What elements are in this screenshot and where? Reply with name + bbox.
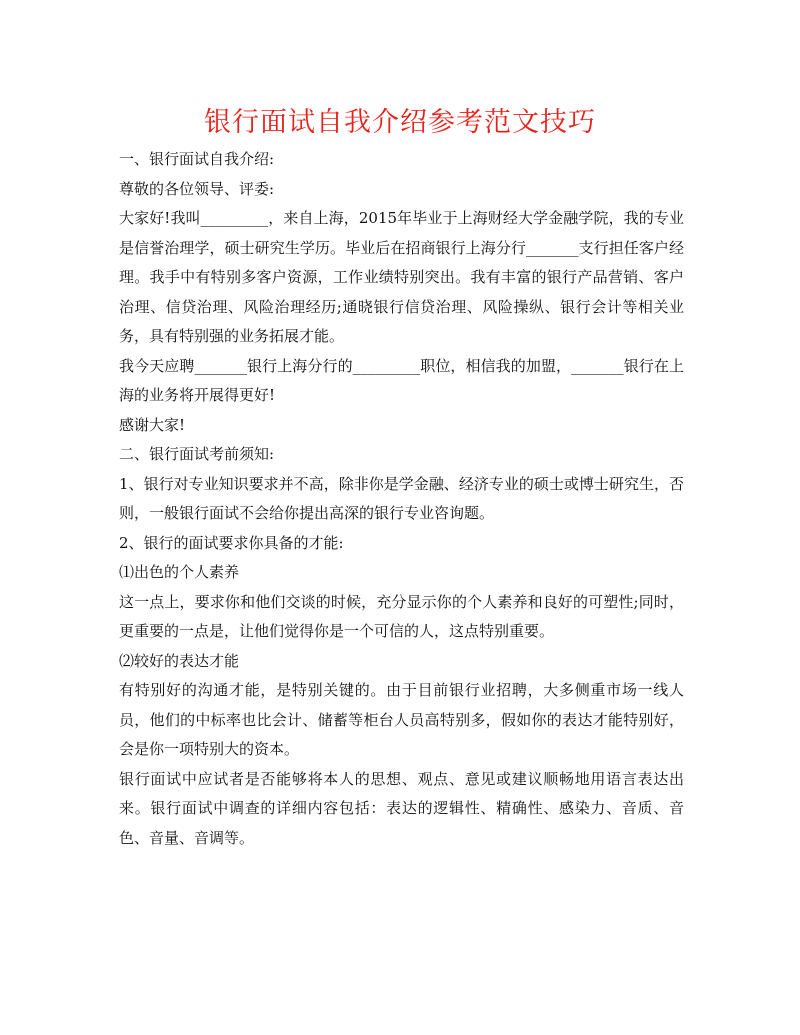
paragraph-notice-2: 2、银行的面试要求你具备的才能: (119, 533, 344, 552)
document-title: 银行面试自我介绍参考范文技巧 (204, 107, 596, 138)
paragraph-expression-details: 银行面试中应试者是否能够将本人的思想、观点、意见或建议顺畅地用语言表达出来。银行面试中调查的详细内容包括：表达的逻辑性、精确性、感染力、音质、音色、音量、音调等。 (119, 769, 684, 847)
subheading-personal-quality: ⑴出色的个人素养 (119, 563, 240, 581)
subheading-expression-ability: ⑵较好的表达才能 (119, 651, 240, 670)
paragraph-thanks: 感谢大家! (119, 415, 186, 434)
document-body (119, 145, 684, 853)
section-heading-2: 二、银行面试考前须知: (119, 445, 275, 463)
paragraph-self-introduction: 大家好!我叫_________，来自上海，2015年毕业于上海财经大学金融学院，我的专业是信誉治理学，硕士研究生学历。毕业后在招商银行上海分行_______支行担任客户经理。我手中有特别多客户资源，工作业绩特别突出。我有丰富的银行产品营销、客户治理、信贷治理、风险治理经历;通晓银行信贷治理、风险操纵、银行会计等相关业务，具有特别强的业务拓展才能。 (119, 209, 684, 345)
paragraph-expression-ability: 有特别好的沟通才能，是特别关键的。由于目前银行业招聘，大多侧重市场一线人员，他们的中标率也比会计、储蓄等柜台人员高特别多，假如你的表达才能特别好，会是你一项特别大的资本。 (119, 681, 684, 758)
paragraph-personal-quality: 这一点上，要求你和他们交谈的时候，充分显示你的个人素养和良好的可塑性;同时，更重要的一点是，让他们觉得你是一个可信的人，这点特别重要。 (119, 592, 684, 640)
section-heading-1: 一、银行面试自我介绍: (119, 150, 275, 168)
salutation: 尊敬的各位领导、评委: (119, 179, 275, 198)
paragraph-notice-1: 1、银行对专业知识要求并不高，除非你是学金融、经济专业的硕士或博士研究生，否则，一般银行面试不会给你提出高深的银行专业咨询题。 (119, 474, 684, 522)
paragraph-application: 我今天应聘_______银行上海分行的_________职位，相信我的加盟，_______银行在上海的业务将开展得更好! (119, 356, 684, 404)
